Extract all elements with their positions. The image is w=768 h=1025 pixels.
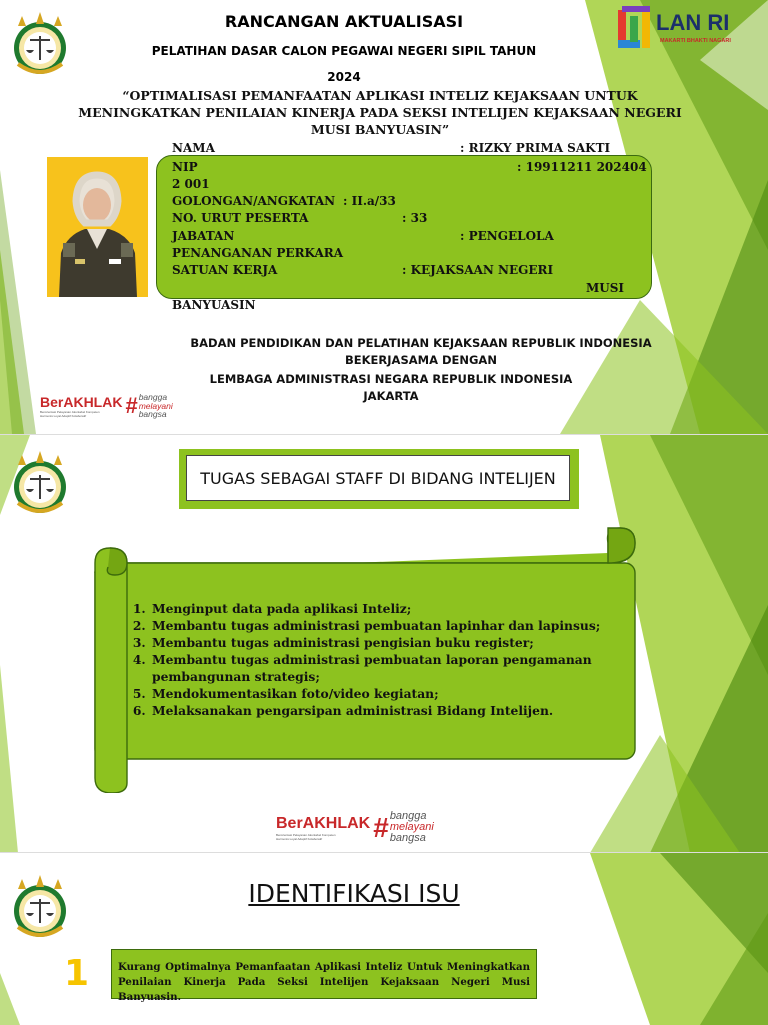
issue-box: Kurang Optimalnya Pemanfaatan Aplikasi Inteliz Untuk Meningkatkan Penilaian Kinerja Pada Seksi Intelijen Kejaksaan Negeri Musi Banyuasin. [111,949,537,999]
lan-ri-emblem-icon [616,6,656,52]
task-item-4: 4. Membantu tugas administrasi pembuatan laporan pengamanan pembangunan strategis; [150,651,602,685]
institution-line1: BADAN PENDIDIKAN DAN PELATIHAN KEJAKSAAN REPUBLIK INDONESIA [190,336,652,350]
issue-number: 1 [64,953,90,994]
nama-label: NAMA [172,141,215,155]
bangga-text: bangga [389,810,427,822]
slide-tasks [0,434,768,853]
hashtag-icon: # [125,393,138,418]
satker-label: SATUAN KERJA [172,263,278,277]
task-item-2: 2. Membantu tugas administrasi pembuatan lapinhar dan lapinsus; [150,617,602,634]
nip-label: NIP [172,160,198,174]
project-title [0,87,760,138]
berakhlak-sub-line2: Harmonis Loyal Adaptif Kolaboratif [276,836,323,841]
task-item-6: 6. Melaksanakan pengarsipan administrasi Bidang Intelijen. [150,702,602,719]
urut-value: : 33 [402,211,428,225]
berakhlak-sub-line1: Berorientasi Pelayanan Akuntabel Kompeten [276,832,336,837]
berakhlak-sub-line1: Berorientasi Pelayanan Akuntabel Kompeten [40,410,100,414]
slide-issues [0,852,768,1025]
task-item-5: 5. Mendokumentasikan foto/video kegiatan; [150,685,602,702]
berakhlak-word: BerAKHLAK [40,394,123,410]
nama-value: : RIZKY PRIMA SAKTI [460,141,611,155]
satker-value-continued-2: BANYUASIN [172,298,256,312]
project-title-line1: “OPTIMALISASI PEMANFAATAN APLIKASI INTELIZ KEJAKSAAN UNTUK [122,88,638,103]
lan-ri-text: LAN RI [656,10,730,35]
berakhlak-logo [276,811,434,844]
tasks-heading: TUGAS SEBAGAI STAFF DI BIDANG INTELIJEN [186,455,570,501]
participant-photo [47,157,148,297]
nip-value-continued: 2 001 [172,177,210,191]
cover-subtitle-line2: 2024 [327,70,361,84]
institution-line2: BEKERJASAMA DENGAN [345,353,497,367]
institution-line4: JAKARTA [363,389,419,403]
lan-ri-tagline: MAKARTI BHAKTI NAGARI [660,38,731,44]
jabatan-value-continued: PENANGANAN PERKARA [172,246,344,260]
task-item-3: 3. Membantu tugas administrasi pengisian buku register; [150,634,602,651]
nip-value: : 19911211 202404 [517,160,647,174]
issues-heading: IDENTIFIKASI ISU [248,879,460,908]
task-list-area [132,600,602,719]
bangga-text: bangga [138,392,168,403]
institution-line3: LEMBAGA ADMINISTRASI NEGARA REPUBLIK INDONESIA [209,372,573,386]
golongan-value: : II.a/33 [343,194,396,208]
melayani-text: melayani [389,821,434,833]
project-title-line3: MUSI BANYUASIN” [310,122,450,137]
cover-title: RANCANGAN AKTUALISASI [224,12,464,31]
heading-frame [179,449,579,509]
cover-subtitle-line1: PELATIHAN DASAR CALON PEGAWAI NEGERI SIPIL TAHUN [151,44,537,58]
jabatan-value: : PENGELOLA [460,229,554,243]
slide-cover [0,0,768,434]
bangsa-text: bangsa [389,832,426,844]
berakhlak-logo [40,393,173,419]
melayani-text: melayani [138,400,173,411]
project-title-line2: MENINGKATKAN PENILAIAN KINERJA PADA SEKSI INTELIJEN KEJAKSAAN NEGERI [78,105,682,120]
satker-value: : KEJAKSAAN NEGERI [402,263,554,277]
bangsa-text: bangsa [138,409,167,420]
urut-label: NO. URUT PESERTA [172,211,309,225]
task-item-1: 1. Menginput data pada aplikasi Inteliz; [150,600,602,617]
task-list [132,600,602,719]
portrait-image [47,157,148,297]
jabatan-label: JABATAN [172,229,235,243]
satker-value-continued-1: MUSI [586,281,625,295]
lan-ri-logo [616,6,762,52]
berakhlak-word: BerAKHLAK [276,814,371,832]
berakhlak-sub-line2: Harmonis Loyal Adaptif Kolaboratif [40,414,87,418]
hashtag-icon: # [373,811,389,843]
kejaksaan-emblem [8,449,72,517]
golongan-label: GOLONGAN/ANGKATAN [172,194,336,208]
